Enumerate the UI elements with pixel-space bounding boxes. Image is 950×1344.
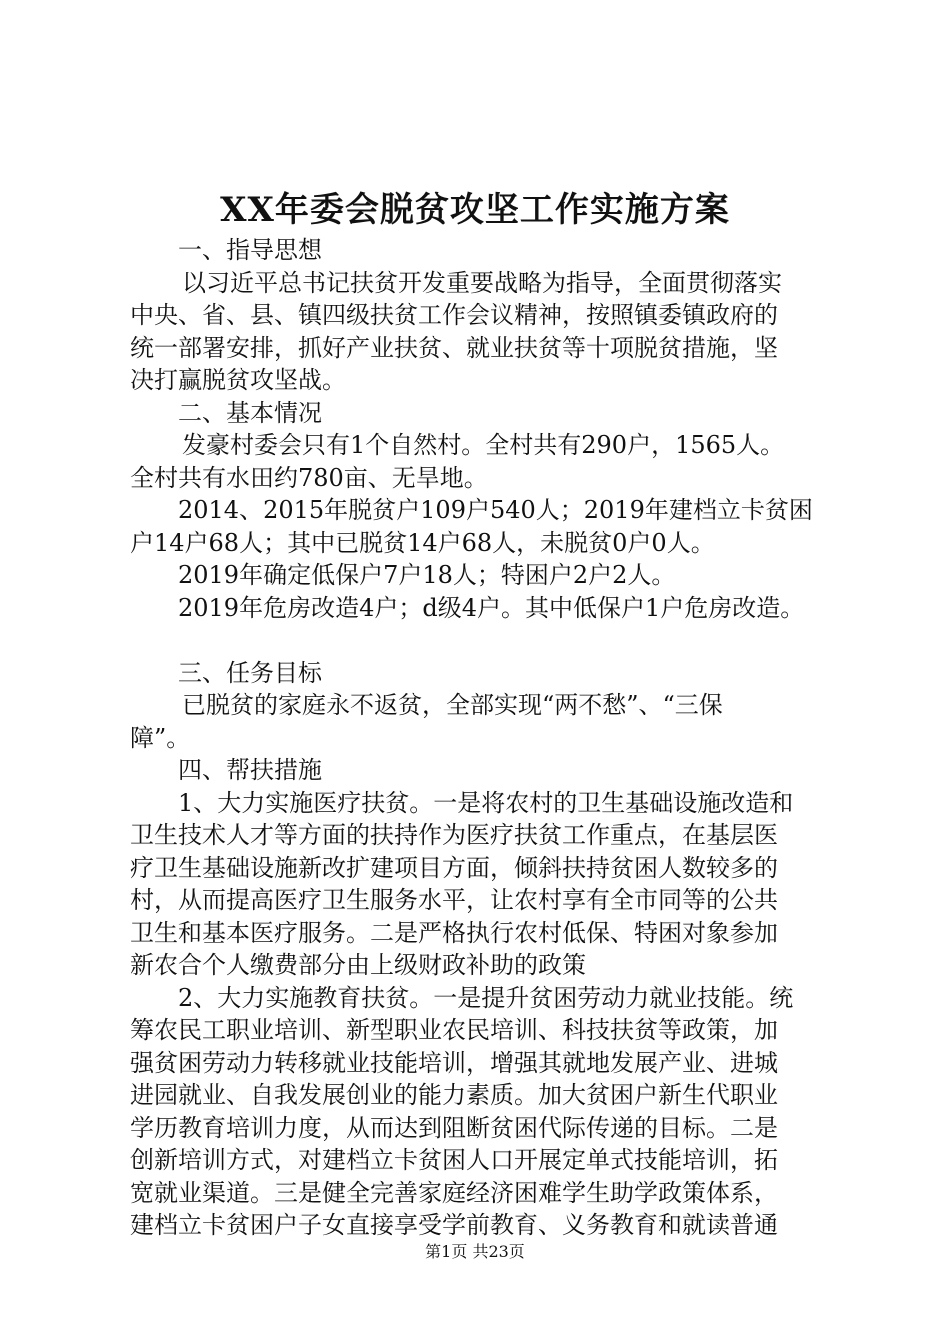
text-line: 障”。 <box>130 723 191 752</box>
text-line: 决打赢脱贫攻坚战。 <box>130 366 346 394</box>
text-line: 建档立卡贫困户子女直接享受学前教育、义务教育和就读普通 <box>130 1211 778 1239</box>
text-line: 以习近平总书记扶贫开发重要战略为指导，全面贯彻落实 <box>182 268 782 297</box>
document-body <box>130 234 842 1242</box>
section-heading: 四、帮扶措施 <box>178 756 322 784</box>
text-line: 新农合个人缴费部分由上级财政补助的政策 <box>130 951 586 979</box>
section-heading: 二、基本情况 <box>178 398 322 427</box>
text-line: 强贫困劳动力转移就业技能培训，增强其就地发展产业、进城 <box>130 1048 778 1077</box>
text-line: 2、大力实施教育扶贫。一是提升贫困劳动力就业技能。统 <box>178 983 794 1012</box>
text-line: 2014、2015年脱贫户109户540人；2019年建档立卡贫困 <box>178 496 813 524</box>
text-line: 创新培训方式，对建档立卡贫困人口开展定单式技能培训，拓 <box>130 1146 778 1174</box>
text-line: 1、大力实施医疗扶贫。一是将农村的卫生基础设施改造和 <box>178 788 794 817</box>
text-line: 2019年危房改造4户；d级4户。其中低保户1户危房改造。 <box>178 593 805 622</box>
text-line: 户14户68人；其中已脱贫14户68人，未脱贫0户0人。 <box>130 528 715 557</box>
text-line: 学历教育培训力度，从而达到阻断贫困代际传递的目标。二是 <box>130 1113 778 1142</box>
text-line: 全村共有水田约780亩、无旱地。 <box>130 463 488 492</box>
text-line: 已脱贫的家庭永不返贫，全部实现“两不愁”、“三保 <box>182 691 723 719</box>
document-title: XX年委会脱贫攻坚工作实施方案 <box>220 190 730 230</box>
text-line: 村，从而提高医疗卫生服务水平，让农村享有全市同等的公共 <box>130 886 778 914</box>
text-line: 筹农民工职业培训、新型职业农民培训、科技扶贫等政策，加 <box>130 1016 778 1044</box>
section-heading: 三、任务目标 <box>178 658 322 687</box>
text-line: 发豪村委会只有1个自然村。全村共有290户，1565人。 <box>182 431 785 459</box>
section-heading: 一、指导思想 <box>178 236 322 264</box>
text-line: 宽就业渠道。三是健全完善家庭经济困难学生助学政策体系， <box>130 1178 778 1207</box>
text-line: 疗卫生基础设施新改扩建项目方面，倾斜扶持贫困人数较多的 <box>130 853 778 882</box>
page-footer: 第1页 共23页 <box>425 1242 525 1261</box>
text-line: 卫生技术人才等方面的扶持作为医疗扶贫工作重点，在基层医 <box>130 821 778 849</box>
blank-line <box>130 624 842 657</box>
text-line: 2019年确定低保户7户18人；特困户2户2人。 <box>178 561 676 589</box>
text-line: 卫生和基本医疗服务。二是严格执行农村低保、特困对象参加 <box>130 918 778 947</box>
text-line: 中央、省、县、镇四级扶贫工作会议精神，按照镇委镇政府的 <box>130 301 778 329</box>
text-line: 统一部署安排，抓好产业扶贫、就业扶贫等十项脱贫措施，坚 <box>130 333 778 362</box>
text-line: 进园就业、自我发展创业的能力素质。加大贫困户新生代职业 <box>130 1081 778 1109</box>
